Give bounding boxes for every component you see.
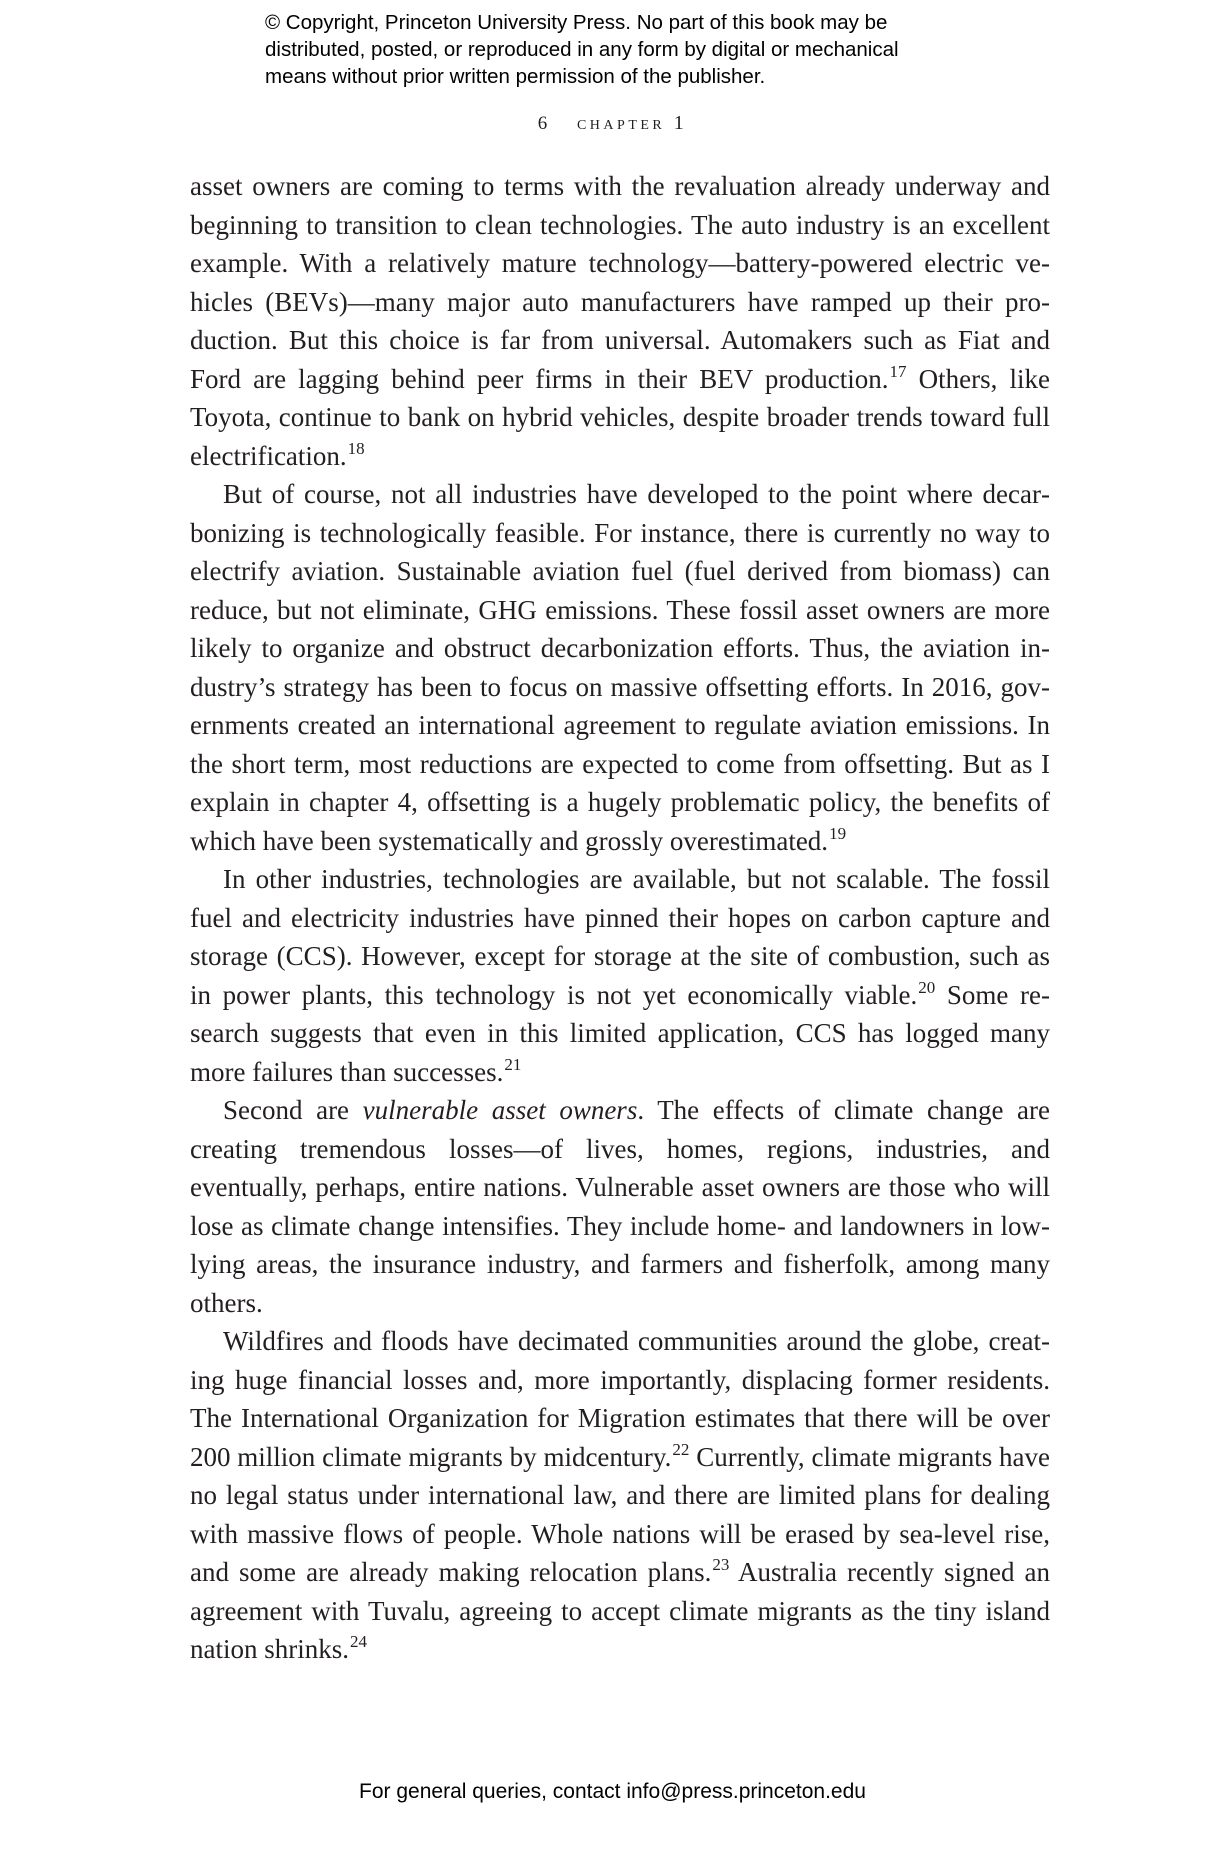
paragraph: In other industries, technologies are available, but not scalable. The fossil fuel and electricity industries have pinned their hopes on carbon capture and storage (CCS). However, except for storage at the site of combustion, such as in power plants, this technology is not yet economically viable.$^{20}$ Some research suggests that even in this limited application, CCS has logged many more failures than successes.$^{21}$	[190, 864, 1050, 1087]
footnote-ref: 17	[889, 361, 907, 381]
paragraph: asset owners are coming to terms with the revaluation already underway and beginning to transition to clean technologies. The auto industry is an excellent example. With a relatively mature technology—battery-powered electric vehicles (BEVs)—many major auto manufacturers have ramped up their production. But this choice is far from universal. Automakers such as Fiat and Ford are lagging behind peer firms in their BEV production.$^{17}$ Others, like Toyota, continue to bank on hybrid vehicles, despite broader trends toward full electrification.$^{18}$	[190, 171, 1050, 471]
copyright-notice	[265, 9, 1025, 90]
body-text	[190, 167, 1050, 1669]
footnote-ref: 20	[918, 977, 936, 997]
emphasis-term: vulnerable asset owners	[362, 1095, 638, 1125]
paragraph: Wildfires and floods have decimated communities around the globe, creating huge financial losses and, more importantly, displacing former residents. The International Organization for Migration estimates that there will be over 200 million climate migrants by midcentury.$^{22}$ Currently, climate migrants have no legal status under international law, and there are limited plans for dealing with massive flows of people. Whole nations will be erased by sea-level rise, and some are already making relocation plans.$^{23}$ Australia recently signed an agreement with Tuvalu, agreeing to accept climate migrants as the tiny island nation shrinks.$^{24}$	[190, 1326, 1051, 1664]
footnote-ref: 18	[347, 438, 365, 458]
footer-contact: For general queries, contact info@press.princeton.edu	[359, 1780, 866, 1803]
copyright-line: means without prior written permission of the publisher.	[265, 65, 766, 88]
footnote-ref: 19	[829, 823, 847, 843]
paragraph: But of course, not all industries have developed to the point where decarbonizing is technologically feasible. For instance, there is currently no way to electrify aviation. Sustainable aviation fuel (fuel derived from biomass) can reduce, but not eliminate, GHG emissions. These fossil asset owners are more likely to organize and obstruct decarbonization efforts. Thus, the aviation industry’s strategy has been to focus on massive offsetting efforts. In 2016, governments created an international agreement to regulate aviation emissions. In the short term, most reductions are expected to come from offsetting. But as I explain in chapter 4, offsetting is a hugely problematic policy, the benefits of which have been systematically and grossly overestimated.$^{19}$	[190, 479, 1050, 856]
chapter-label: chapter 1	[576, 112, 688, 134]
footnote-ref: 23	[712, 1555, 730, 1574]
copyright-line: distributed, posted, or reproduced in any form by digital or mechanical	[265, 38, 899, 61]
footnote-ref: 22	[672, 1439, 690, 1459]
running-head	[0, 112, 1225, 135]
paragraph: Second are vulnerable asset owners. The effects of climate change are creating tremendous losses—of lives, homes, regions, industries, and eventually, perhaps, entire nations. Vulnerable asset owners are those who will lose as climate change intensifies. They include home- and landowners in low-lying areas, the insurance industry, and farmers and fisherfolk, among many others.	[190, 1095, 1050, 1318]
page-number: 6	[537, 113, 548, 134]
footnote-ref: 24	[350, 1632, 367, 1651]
copyright-line: © Copyright, Princeton University Press. No part of this book may be	[265, 11, 888, 34]
footnote-ref: 21	[504, 1054, 522, 1074]
